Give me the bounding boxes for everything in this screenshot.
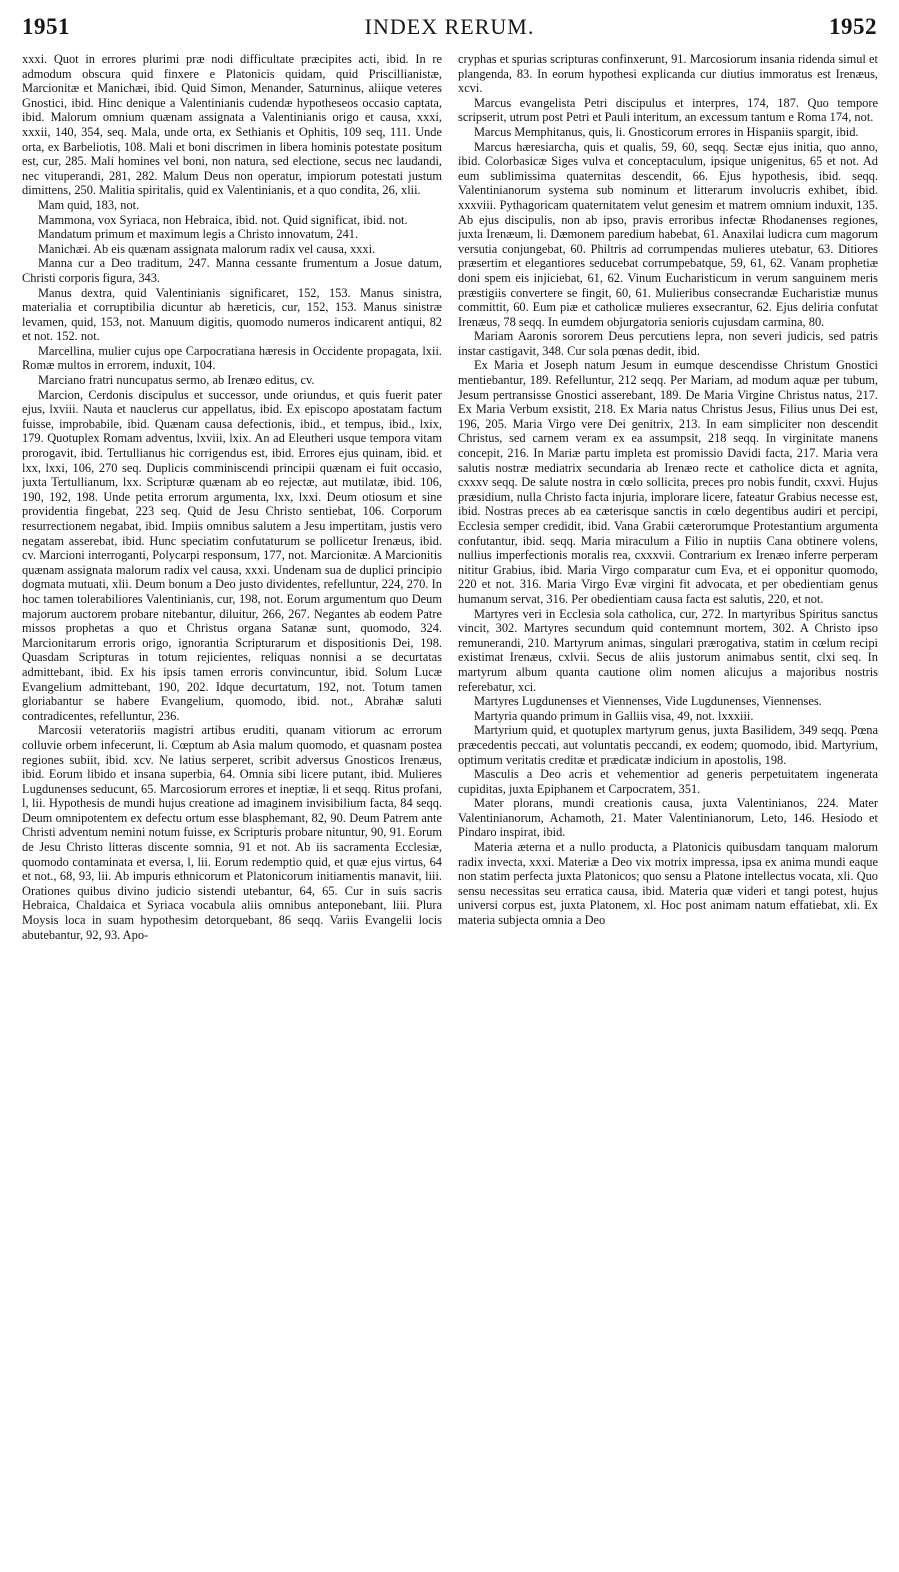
index-entry: Martyrium quid, et quotuplex martyrum genus, juxta Basilidem, 349 seqq. Pœna præcedentis peccati, aut voluntatis peccandi, ex eodem; quomodo, ibid. Martyrium, optimum veritatis creditæ et prædicatæ indicium in apostolis, 198.: [458, 723, 878, 767]
index-entry: Manus dextra, quid Valentinianis significaret, 152, 153. Manus sinistra, materialia et corruptibilia dicuntur ab hæreticis, cur, 152, 153. Manus sinistræ levamen, quid, 153, not. Manuum digitis, quomodo numeros indicarent antiqui, 82 et not. 152. not.: [22, 285, 442, 344]
index-entry: Marcellina, mulier cujus ope Carpocratiana hæresis in Occidente propagata, lxii. Romæ multos in errorem, induxit, 104.: [22, 343, 442, 373]
index-entry: Marcus Memphitanus, quis, li. Gnosticorum errores in Hispaniis spargit, ibid.: [474, 124, 859, 139]
index-entry: Martyres veri in Ecclesia sola catholica, cur, 272. In martyribus Spiritus sanctus vincit, 302. Martyres secundum quid contemnunt mortem, 302. A Christo ipso remunerandi, 210. Martyrum animas, singulari prærogativa, statim in cœlum recipi existimat Irenæus, cxlvii. Secus de aliis justorum animabus sentit, clxi seq. In martyrum album quanta cautione olim nomen alicujus a majoribus nostris referebatur, xci.: [458, 606, 878, 694]
page-number-left: 1951: [22, 14, 70, 39]
index-entry: Manichæi. Ab eis quænam assignata malorum radix vel causa, xxxi.: [38, 241, 376, 256]
page-number-right: 1952: [829, 14, 877, 39]
running-title: INDEX RERUM.: [364, 14, 535, 39]
left-column: [22, 52, 442, 1557]
index-entry: Martyres Lugdunenses et Viennenses, Vide Lugdunenses, Viennenses.: [474, 694, 822, 709]
index-entry: Marcus hæresiarcha, quis et qualis, 59, 60, seqq. Sectæ ejus initia, quo anno, ibid. Colorbasicæ Siges vulva et conceptaculum, ipsique unigenitus, 65 et not. Ad eum sublimissima quaternitas descendit, 66. Ejus hypothesis, ibid. seqq. Valentinianorum systema sub nominum et litterarum involucris exhibet, ibid. xxxviii. Pythagoricam quaternitatem velut genesim et matrem omnium induxit, 135. Ab ejus discipulis, non ab ipso, pravis erroribus infectæ Rhodanenses regiones, juxta Irenæum, li. Dæmonem paredium habebat, 61. Anaxilai ludicra cum magorum versutia conjungebat, 60. Philtris ad corrumpendas mulieres utebatur, 63. Ditiores præsertim et elegantiores seducebat corrumpebatque, 59, 61, 62. Vanam prophetiæ doni spem eis injiciebat, 61, 62. Vinum Eucharisticum in verum sanguinem meris præstigiis convertere se fingit, 60, 61. Mulieribus consecrandæ Eucharistiæ munus committit, 60. Eum piæ et catholicæ mulieres exsecrantur, 62. Ejus deliria confutat Irenæus, 78 seqq. In eumdem objurgatoria senioris cujusdam carmina, 80.: [458, 139, 878, 329]
index-entry: xxxi. Quot in errores plurimi præ nodi difficultate præcipites acti, ibid. In re admodum obscura quid finxere e Platonicis quidam, quid Priscillianistæ, Marcionitæ et Manichæi, ibid. Quid Simon, Menander, Saturninus, aliique veteres Gnostici, ibid. Hinc denique a Valentinianis cudendæ hypotheseos occasio captata, ibid. Malorum omnium quænam assignata a Valentinianis origo et causa, xxxi, xxxii, 140, 354, seq. Mala, unde orta, ex Sethianis et Ophitis, 109 seq, 111. Unde orta, ex Barbeliotis, 108. Mali et boni discrimen in libera hominis potestate positum est, cur, 285. Mali homines vel boni, non natura, sed electione, secus nec laudandi, nec vituperandi, 281, 282. Malum Deus non operatur, impiorum potestati justum dimittens, 250. Malitia spiritalis, quid ex Valentinianis, et a quo condita, 26, xlii.: [22, 52, 442, 198]
index-entry: Mandatum primum et maximum legis a Christo innovatum, 241.: [38, 227, 359, 242]
right-column: [458, 52, 878, 1557]
index-entry: Mariam Aaronis sororem Deus percutiens lepra, non severi judicis, sed patris instar castigavit, 348. Cur sola pœnas dedit, ibid.: [458, 329, 878, 358]
index-entry: cryphas et spurias scripturas confinxerunt, 91. Marcosiorum insania ridenda simul et plangenda, 83. In eorum hypothesi explicanda cur diutius immoratus est Irenæus, xcvi.: [458, 52, 878, 96]
index-entry: Materia æterna et a nullo producta, a Platonicis quibusdam tanquam malorum radix invecta, xxxi. Materiæ a Deo vix motrix impressa, ipsa ex anima mundi eaque non statim perfecta juxta Platonicos; quo sensu a Platone intellectus vocata, xli. Quo sensu necessitas seu erratica causa, ibid. Materia quæ videri et tangi potest, hujus universi corpus est, juxta Platonem, xl. Hoc post animam natum effatiebat, xli. Ex materia subjecta omnia a Deo: [458, 840, 878, 928]
index-entry: Marciano fratri nuncupatus sermo, ab Irenæo editus, cv.: [38, 373, 315, 388]
index-entry: Masculis a Deo acris et vehementior ad generis perpetuitatem ingenerata cupiditas, juxta Epiphanem et Carpocratem, 351.: [458, 767, 878, 796]
index-entry: Martyria quando primum in Galliis visa, 49, not. lxxxiii.: [474, 708, 754, 723]
index-entry: Marcus evangelista Petri discipulus et interpres, 174, 187. Quo tempore scripserit, utrum post Petri et Pauli interitum, an excessum tantum e Roma 174, not.: [458, 95, 878, 125]
index-entry: Marcion, Cerdonis discipulus et successor, unde oriundus, et quis fuerit pater ejus, lxviii. Nauta et nauclerus cur appellatus, ibid. Ex episcopo apostatam factum fuisse, improbabile, ibid. Quænam causa defectionis, ibid., et tempus, ibid., lxix, 179. Quotuplex Romam adventus, lxviii, lxix. An ad Eleutheri usque tempora vitam prorogavit, ibid. Tertullianus hic corrigendus est, ibid. Errores ejus quinam, ibid. et lxx, lxxi, 106, 270 seq. Duplicis comminiscendi principii quænam ei fuit occasio, juxta Tertullianum, lxx. Scripturæ quænam ab eo rejectæ, aut mutilatæ, ibid. 106, 190, 192, 198. Unde petita errorum argumenta, lxx, lxxi. Deum otiosum et sine providentia fingebat, 223 seq. Quid de Jesu Christo sentiebat, 106. Corporum resurrectionem negabat, ibid. Impiis omnibus salutem a Jesu impertitam, justis vero negatam asserebat, ibid. Hunc speciatim confutaturum se pollicetur Irenæus, ibid. cv. Marcioni interroganti, Polycarpi responsum, 177, not. Marcionitæ. A Marcionitis quænam assignata malorum radix vel causa, xxxi. Undenam sua de duplici principio dogmata mutuati, xlii. Deum bonum a Deo justo dividentes, refelluntur, 224, 270. In hoc tamen tolerabiliores Valentinianis, cur, 198, not. Eorum argumentum quo Deum majorum auctorem probare nitebantur, diluitur, 266, 267. Negantes ab eodem Patre missos prophetas a quo et Christus organa Satanæ sunt, quomodo, 324. Marcionitarum erroris origo, ignorantia Scripturarum et dispositionis Dei, 198. Quasdam Scripturas in totum rejicientes, reliquas nonnisi a se decurtatas admittebant, ibid. Ex his ipsis tamen erroris convincuntur, ibid. Solum Lucæ Evangelium admittebant, 190, 202. Idque decurtatum, 192, not. Totum tamen gloriabantur se habere Evangelium, quomodo, ibid. not., Abrahæ saluti contradicentes, refelluntur, 236.: [22, 387, 442, 723]
index-entry: Manna cur a Deo traditum, 247. Manna cessante frumentum a Josue datum, Christi corporis figura, 343.: [22, 256, 442, 285]
index-entry: Mam quid, 183, not.: [38, 197, 140, 212]
index-entry: Marcosii veteratoriis magistri artibus eruditi, quanam vitiorum ac errorum colluvie orbem infecerunt, li. Cœptum ab Asia malum quomodo, et quasnam postea regiones subiit, ibid. xcv. Ne latius serperet, scribit adversus Gnosticos Irenæus, ibid. Eorum libido et insana superbia, 64. Omnia sibi licere putant, ibid. Mulieres Lugdunenses seducunt, 65. Marcosiorum errores et ineptiæ, li et seqq. Ritus profani, l, lii. Hypothesis de mundi hujus creatione ad imaginem invisibilium facta, 84 seqq. Deum omnipotentem ex defectu ortum esse blasphemant, 82, 90. Deum Patrem ante Christi adventum nemini notum fuisse, ex Scripturis probare nituntur, 90, 91. Eorum de Jesu Christo litteras discente somnia, 91 et not. Ab iis sacramenta Ecclesiæ, quomodo contaminata et eversa, l, lii. Eorum redemptio quid, et quæ ejus virtus, 64 et not., 68, 93, lii. Ab impuris ethnicorum et Platonicorum initiamentis manavit, liii. Orationes quibus divino judicio sistendi utebantur, 64, 65. Cur in suis sacris Hebraica, Chaldaica et Syriaca vocabula aliis omnibus anteponebant, liii. Plura Moysis loca in suam hypothesim detorquebant, 86 seqq. Variis Evangelii locis abutebantur, 92, 93. Apo-: [22, 723, 442, 942]
index-entry: Mammona, vox Syriaca, non Hebraica, ibid. not. Quid significat, ibid. not.: [38, 212, 408, 227]
page-header: [0, 0, 899, 50]
index-entry: Mater plorans, mundi creationis causa, juxta Valentinianos, 224. Mater Valentinianorum, Achamoth, 21. Mater Valentinianorum, Leto, 146. Hesiodo et Pindaro inspirat, ibid.: [458, 796, 878, 840]
index-entry: Ex Maria et Joseph natum Jesum in eumque descendisse Christum Gnostici mentiebantur, 189. Refelluntur, 212 seqq. Per Mariam, ad modum aquæ per tubum, Jesum pertransisse Gnostici asserebant, 189. De Maria Virgine Christus natus, 217. Ex Maria Verbum exsistit, 218. Ex Maria natus Christus Jesus, Filius unus Dei est, 196, 205. Maria Virgo vere Dei genitrix, 213. In eam simpliciter non descendit Christus, sed carnem veram ex ea assumpsit, 218 seqq. In virginitate manens concepit, 216. In Mariæ partu impleta est promissio Davidi facta, 217. Maria vera salutis nostræ mediatrix secundaria ab Irenæo recte et catholice dicta et agnita, cxxxv seqq. De salute nostra in cœlo sollicita, preces pro nobis fundit, cxxvi. Hujus præsidium, nulla Christo facta injuria, implorare licere, fateatur Grabius necesse est, ibid. Nostras preces ab ea cæterisque sanctis in cœlo degentibus audiri et percipi, Ecclesia semper credidit, ibid. Vana Grabii cæterorumque Protestantium argumenta confutantur, ibid. seqq. Maria miraculum a Filio in nuptiis Cana obtinere volens, nullius imperfectionis moralis rea, cxxxvii. Contrarium ex Irenæo inferre perperam nititur Grabius, ibid. Maria Virgo comparatur cum Eva, et ei opponitur quomodo, 220 et not. 316. Maria Virgo Evæ virgini fit advocata, et per obedientiam genus humanum servat, 316. Per obedientiam causa facta est salutis, 220, et not.: [458, 358, 878, 606]
